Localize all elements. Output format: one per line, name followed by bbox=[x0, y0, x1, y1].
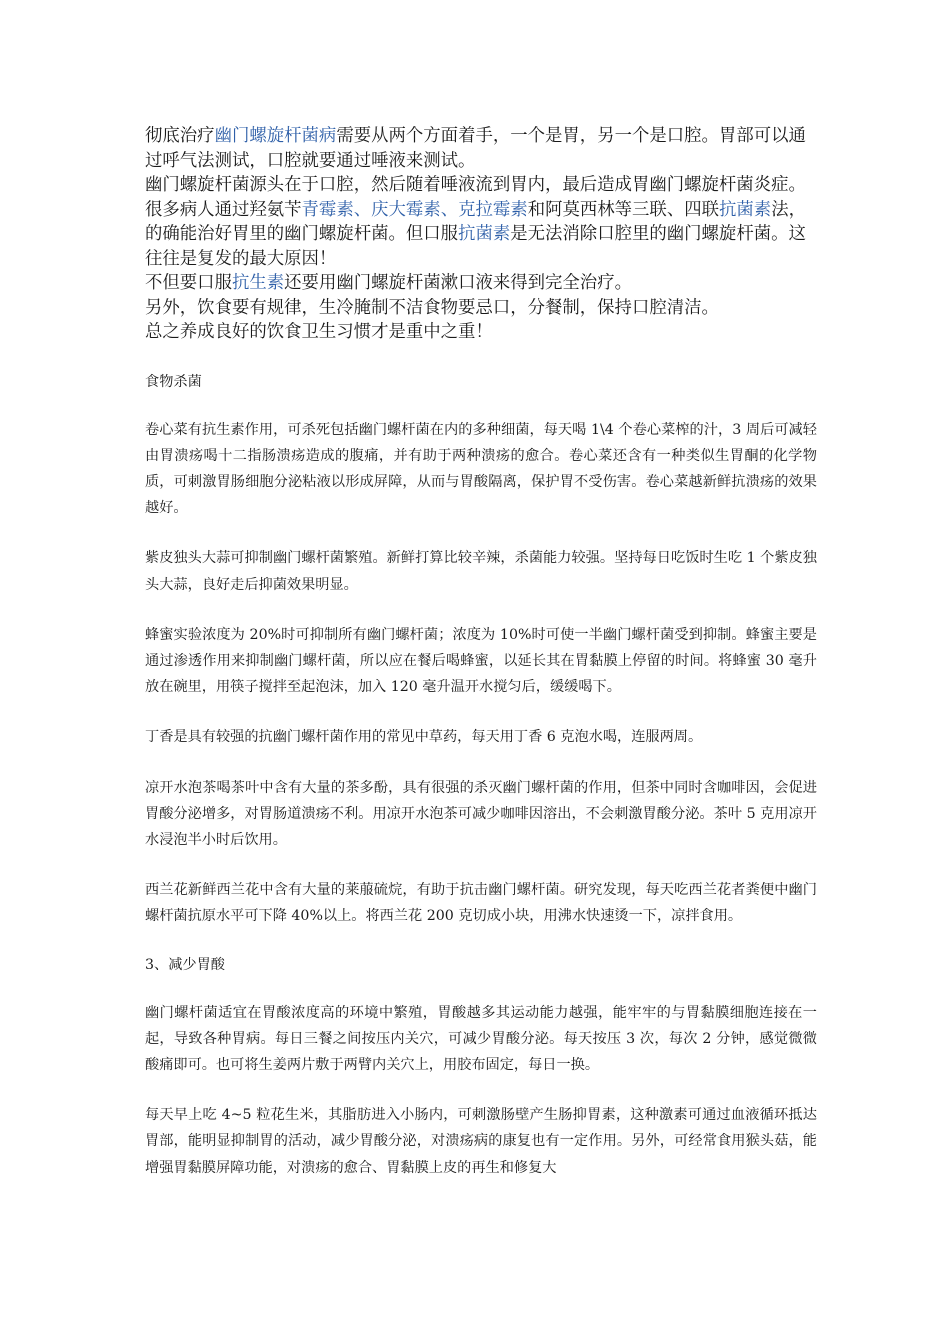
paragraph-garlic: 紫皮独头大蒜可抑制幽门螺杆菌繁殖。新鲜打算比较辛辣，杀菌能力较强。坚持每日吃饭时生吃 1 个紫皮独头大蒜，良好走后抑菌效果明显。 bbox=[145, 550, 817, 593]
intro-text: 和阿莫西林等三联、四联 bbox=[527, 199, 719, 220]
section-title-reduce-acid: 3、减少胃酸 bbox=[145, 956, 225, 973]
section-title-food: 食物杀菌 bbox=[145, 373, 202, 390]
intro-block bbox=[145, 124, 817, 345]
keyword-link[interactable]: 抗菌素 bbox=[719, 199, 772, 220]
paragraph-broccoli: 西兰花新鲜西兰花中含有大量的莱菔硫烷，有助于抗击幽门螺杆菌。研究发现，每天吃西兰花者粪便中幽门螺杆菌抗原水平可下降 40%以上。将西兰花 200 克切成小块，用沸水快速烫一下，凉拌食用。 bbox=[145, 882, 817, 925]
keyword-link[interactable]: 幽门螺旋杆菌病 bbox=[214, 126, 337, 146]
paragraph-clove: 丁香是具有较强的抗幽门螺杆菌作用的常见中草药，每天用丁香 6 克泡水喝，连服两周。 bbox=[145, 729, 703, 746]
paragraph-tea: 凉开水泡茶喝茶叶中含有大量的茶多酚，具有很强的杀灭幽门螺杆菌的作用，但茶中同时含咖啡因，会促进胃酸分泌增多，对胃肠道溃疡不利。用凉开水泡茶可减少咖啡因溶出，不会刺激胃酸分泌。茶叶 5 克用凉开水浸泡半小时后饮用。 bbox=[145, 779, 817, 848]
intro-text: 还要用幽门螺旋杆菌漱口液来得到完全治疗。 bbox=[284, 273, 632, 293]
keyword-separator: 、 bbox=[440, 199, 459, 220]
keyword-separator: 、 bbox=[353, 199, 372, 220]
intro-text: 彻底治疗 bbox=[145, 126, 215, 146]
intro-text: 幽门螺旋杆菌源头在于口腔，然后随着唾液流到胃内，最后造成胃幽门螺旋杆菌炎症。很多病人通过羟氨苄 bbox=[145, 175, 806, 220]
document-page bbox=[145, 124, 817, 1181]
intro-paragraph-4: 另外，饮食要有规律，生冷腌制不洁食物要忌口，分餐制，保持口腔清洁。 bbox=[145, 297, 719, 318]
intro-paragraph-1 bbox=[145, 124, 817, 173]
keyword-link[interactable]: 抗生素 bbox=[231, 273, 285, 293]
intro-text: 需要从两个方面着手，一个是胃，另一个是口腔。胃部可以通过呼气法测试，口腔就要通过唾液来测试。 bbox=[145, 126, 806, 171]
paragraph-honey: 蜂蜜实验浓度为 20%时可抑制所有幽门螺杆菌；浓度为 10%时可使一半幽门螺杆菌受到抑制。蜂蜜主要是通过渗透作用来抑制幽门螺杆菌，所以应在餐后喝蜂蜜，以延长其在胃黏膜上停留的时间。将蜂蜜 30 毫升放在碗里，用筷子搅拌至起泡沫，加入 120 毫升温开水搅匀后，缓缓喝下。 bbox=[145, 626, 817, 696]
intro-text: 法，的确能治好胃里的幽门螺旋杆菌。但口服 bbox=[145, 199, 806, 244]
intro-paragraph-5: 总之养成良好的饮食卫生习惯才是重中之重！ bbox=[145, 322, 493, 342]
intro-paragraph-2 bbox=[145, 173, 817, 271]
intro-text: 不但要口服 bbox=[145, 273, 232, 293]
keyword-link[interactable]: 抗菌素 bbox=[458, 224, 511, 244]
keyword-link[interactable]: 克拉霉素 bbox=[458, 199, 528, 220]
intro-text: 是无法消除口腔里的幽门螺旋杆菌。这往往是复发的最大原因！ bbox=[145, 224, 806, 269]
keyword-link[interactable]: 青霉素 bbox=[301, 199, 354, 220]
paragraph-peanut: 每天早上吃 4~5 粒花生米，其脂肪进入小肠内，可刺激肠壁产生肠抑胃素，这种激素可通过血液循环抵达胃部，能明显抑制胃的活动，减少胃酸分泌，对溃疡病的康复也有一定作用。另外，可经常食用猴头菇，能增强胃黏膜屏障功能，对溃疡的愈合、胃黏膜上皮的再生和修复大 bbox=[145, 1107, 817, 1176]
keyword-link[interactable]: 庆大霉素 bbox=[371, 199, 441, 220]
intro-paragraph-3 bbox=[145, 271, 817, 296]
paragraph-cabbage: 卷心菜有抗生素作用，可杀死包括幽门螺杆菌在内的多种细菌，每天喝 1\4 个卷心菜榨的汁，3 周后可减轻由胃溃疡喝十二指肠溃疡造成的腹痛，并有助于两种溃疡的愈合。卷心菜还含有一种类似生胃酮的化学物质，可刺激胃肠细胞分泌粘液以形成屏障，从而与胃酸隔离，保护胃不受伤害。卷心菜越新鲜抗溃疡的效果越好。 bbox=[145, 421, 817, 517]
paragraph-acupoint: 幽门螺杆菌适宜在胃酸浓度高的环境中繁殖，胃酸越多其运动能力越强，能牢牢的与胃黏膜细胞连接在一起，导致各种胃病。每日三餐之间按压内关穴，可减少胃酸分泌。每天按压 3 次，每次 2 分钟，感觉微微酸痛即可。也可将生姜两片敷于两臂内关穴上，用胶布固定，每日一换。 bbox=[145, 1004, 817, 1073]
